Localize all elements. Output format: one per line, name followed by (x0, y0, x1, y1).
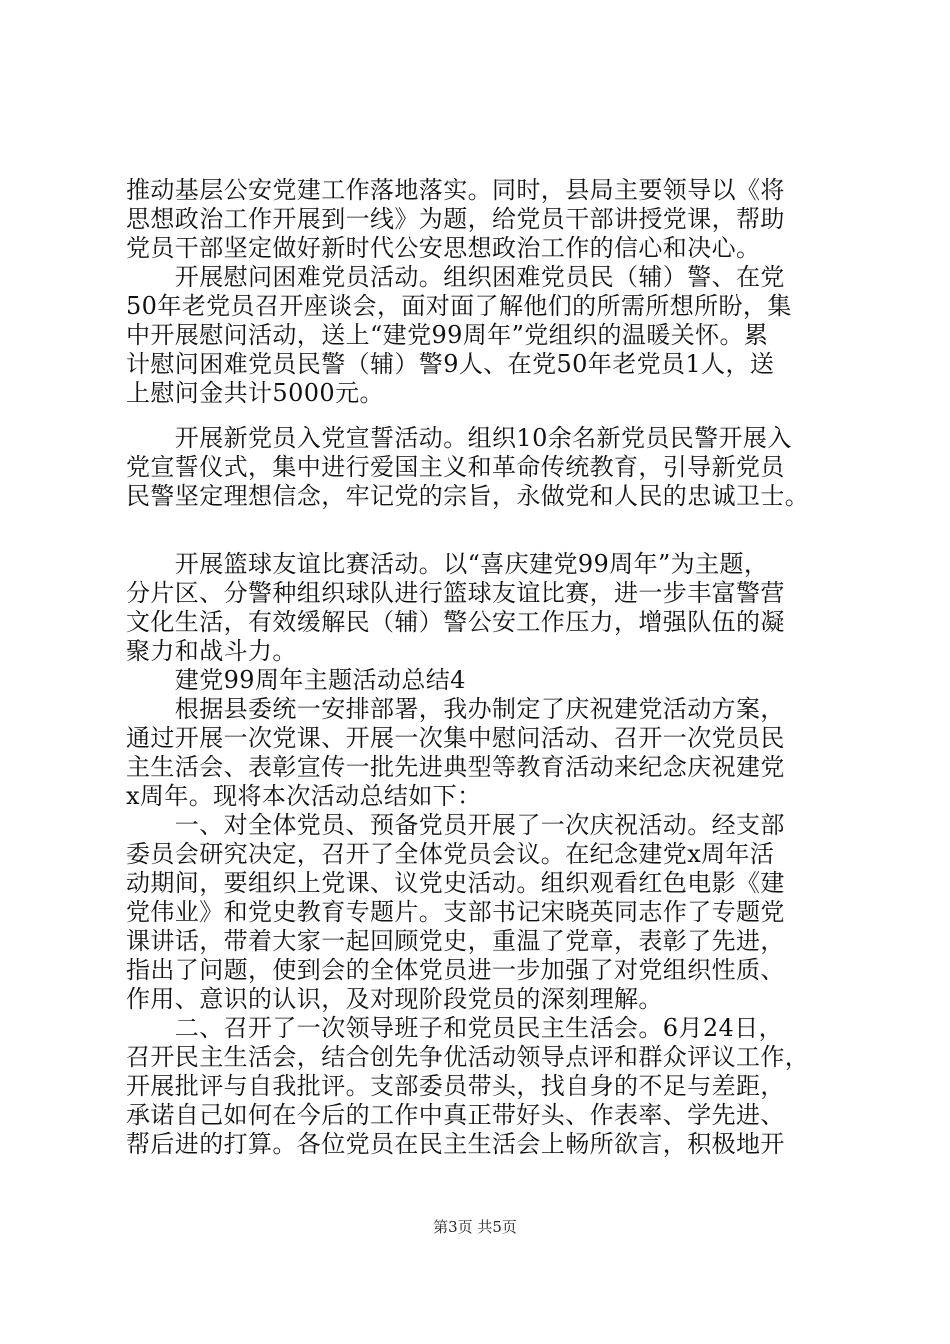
text-line: 党伟业》和党史教育专题片。支部书记宋晓英同志作了专题党 (126, 898, 785, 926)
text-line: 开展慰问困难党员活动。组织困难党员民（辅）警、在党 (126, 263, 785, 291)
text-line: 上慰问金共计5000元。 (126, 379, 384, 407)
text-line: 委员会研究决定，召开了全体党员会议。在纪念建党x周年活 (126, 840, 775, 868)
text-line: 计慰问困难党员民警（辅）警9人、在党50年老党员1人，送 (126, 350, 775, 378)
text-line: 中开展慰问活动，送上“建党99周年”党组织的温暖关怀。累 (126, 321, 769, 349)
text-line: 帮后进的打算。各位党员在民主生活会上畅所欲言，积极地开 (126, 1130, 785, 1158)
text-line: 通过开展一次党课、开展一次集中慰问活动、召开一次党员民 (126, 724, 785, 752)
text-line: 思想政治工作开展到一线》为题，给党员干部讲授党课，帮助 (126, 205, 785, 233)
text-line: 动期间，要组织上党课、议党史活动。组织观看红色电影《建 (126, 869, 785, 897)
text-line: 作用、意识的认识，及对现阶段党员的深刻理解。 (126, 985, 663, 1013)
text-line: 主生活会、表彰宣传一批先进典型等教育活动来纪念庆祝建党 (126, 753, 785, 781)
text-line: 开展新党员入党宣誓活动。组织10余名新党员民警开展入 (126, 424, 792, 452)
text-line: x周年。现将本次活动总结如下： (126, 782, 482, 810)
text-line: 一、对全体党员、预备党员开展了一次庆祝活动。经支部 (126, 811, 785, 839)
text-line: 聚力和战斗力。 (126, 637, 297, 665)
text-line: 文化生活，有效缓解民（辅）警公安工作压力，增强队伍的凝 (126, 608, 785, 636)
text-line: 召开民主生活会，结合创先争优活动领导点评和群众评议工作， (126, 1043, 810, 1071)
text-line: 开展批评与自我批评。支部委员带头，找自身的不足与差距， (126, 1072, 785, 1100)
text-line: 50年老党员召开座谈会，面对面了解他们的所需所想所盼，集 (126, 292, 792, 320)
text-line: 民警坚定理想信念，牢记党的宗旨，永做党和人民的忠诚卫士。 (126, 482, 810, 510)
text-line: 建党99周年主题活动总结4 (126, 666, 466, 694)
text-line: 承诺自己如何在今后的工作中真正带好头、作表率、学先进、 (126, 1101, 785, 1129)
text-line: 根据县委统一安排部署，我办制定了庆祝建党活动方案， (126, 695, 785, 723)
text-line: 二、召开了一次领导班子和党员民主生活会。6月24日， (126, 1014, 784, 1042)
text-line: 分片区、分警种组织球队进行篮球友谊比赛，进一步丰富警营 (126, 579, 785, 607)
text-line: 开展篮球友谊比赛活动。以“喜庆建党99周年”为主题， (126, 550, 769, 578)
text-line: 课讲话，带着大家一起回顾党史，重温了党章，表彰了先进， (126, 927, 785, 955)
page-footer: 第3页 共5页 (433, 1218, 517, 1236)
text-line: 推动基层公安党建工作落地落实。同时，县局主要领导以《将 (126, 176, 785, 204)
text-line: 党员干部坚定做好新时代公安思想政治工作的信心和决心。 (126, 234, 761, 262)
text-line: 指出了问题，使到会的全体党员进一步加强了对党组织性质、 (126, 956, 785, 984)
text-line: 党宣誓仪式，集中进行爱国主义和革命传统教育，引导新党员 (126, 453, 785, 481)
